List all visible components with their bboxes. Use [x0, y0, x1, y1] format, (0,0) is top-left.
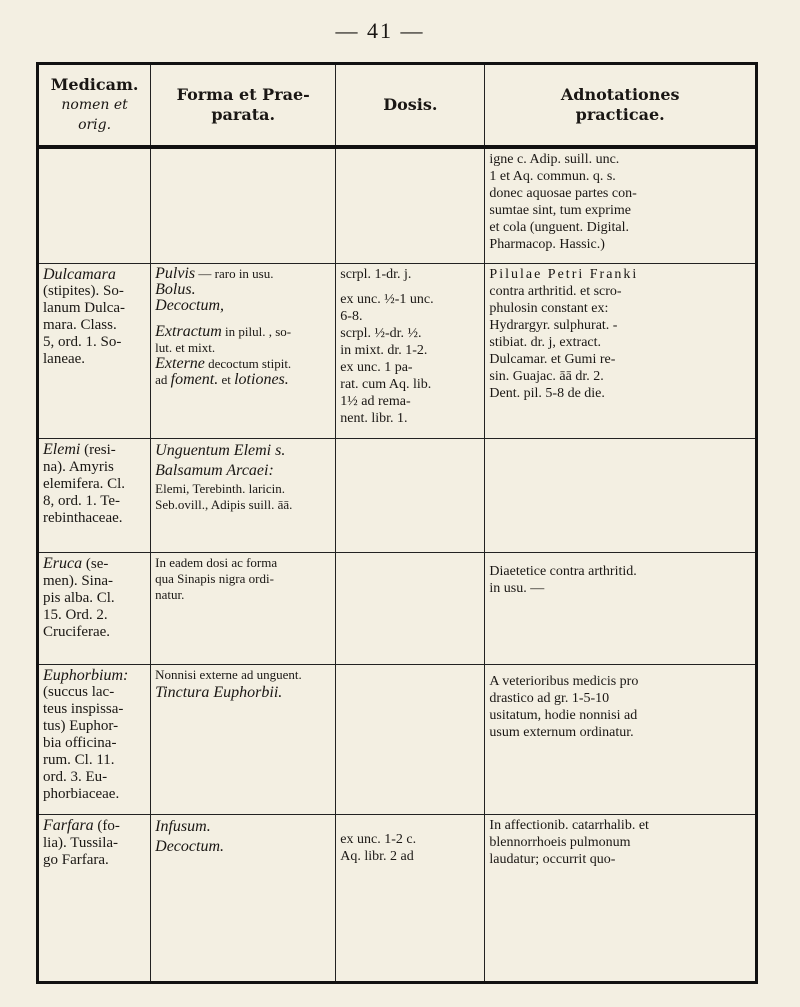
forma-cell: Infusum. Decoctum. [151, 814, 336, 983]
medicament-cell: Euphorbium: (succus lac- teus inspissa- tus) Euphor- bia officina- rum. Cl. 11. ord. 3. Eu- phorbiaceae. [38, 664, 151, 814]
header-row [38, 64, 757, 148]
header-adnotationes: Adnotationes practicae. [485, 64, 757, 148]
table-row [38, 147, 757, 263]
medicament-table [36, 62, 758, 984]
table-row [38, 552, 757, 664]
page-number: — 41 — [335, 18, 425, 43]
header-forma: Forma et Prae- parata. [151, 64, 336, 148]
forma-cell: Nonnisi externe ad unguent. Tinctura Euphorbii. [151, 664, 336, 814]
notes-cell: Diaetetice contra arthritid. in usu. — [485, 552, 757, 664]
forma-cell: Pulvis — raro in usu. Bolus. Decoctum, Extractum in pilul. , so- lut. et mixt. Externe decoctum stipit. ad foment. et lotiones. [151, 263, 336, 438]
dosis-cell: ex unc. 1-2 c. Aq. libr. 2 ad [336, 814, 485, 983]
dosis-cell: scrpl. 1-dr. j. ex unc. ½-1 unc. 6-8. scrpl. ½-dr. ½. in mixt. dr. 1-2. ex unc. 1 pa- rat. cum Aq. lib. 1½ ad rema- nent. libr. 1. [336, 263, 485, 438]
notes-cell: igne c. Adip. suill. unc. 1 et Aq. commun. q. s. donec aquosae partes con- sumtae sint, tum exprime et cola (unguent. Digital. Pharmacop. Hassic.) [485, 147, 757, 263]
medicament-cell: Elemi (resi- na). Amyris elemifera. Cl. 8, ord. 1. Te- rebinthaceae. [38, 438, 151, 552]
table-row [38, 814, 757, 983]
medicament-cell: Eruca (se- men). Sina- pis alba. Cl. 15. Ord. 2. Cruciferae. [38, 552, 151, 664]
forma-cell: Unguentum Elemi s. Balsamum Arcaei: Elemi, Terebinth. laricin. Seb.ovill., Adipis suill. āā. [151, 438, 336, 552]
table-row [38, 664, 757, 814]
header-dosis: Dosis. [336, 64, 485, 148]
table-row [38, 438, 757, 552]
table-row [38, 263, 757, 438]
notes-cell: A veterioribus medicis pro drastico ad gr. 1-5-10 usitatum, hodie nonnisi ad usum externum ordinatur. [485, 664, 757, 814]
medicament-cell: Farfara (fo- lia). Tussila- go Farfara. [38, 814, 151, 983]
notes-cell: Pilulae Petri Franki contra arthritid. et scro- phulosin constant ex: Hydrargyr. sulphurat. - stibiat. dr. j, extract. Dulcamar. et Gumi re- sin. Guajac. āā dr. 2. Dent. pil. 5-8 de die. [485, 263, 757, 438]
forma-cell: In eadem dosi ac forma qua Sinapis nigra ordi- natur. [151, 552, 336, 664]
notes-cell: In affectionib. catarrhalib. et blennorrhoeis pulmonum laudatur; occurrit quo- [485, 814, 757, 983]
header-medicament: Medicam. nomen et orig. [38, 64, 151, 148]
medicament-cell: Dulcamara (stipites). So- lanum Dulca- mara. Class. 5, ord. 1. So- laneae. [38, 263, 151, 438]
